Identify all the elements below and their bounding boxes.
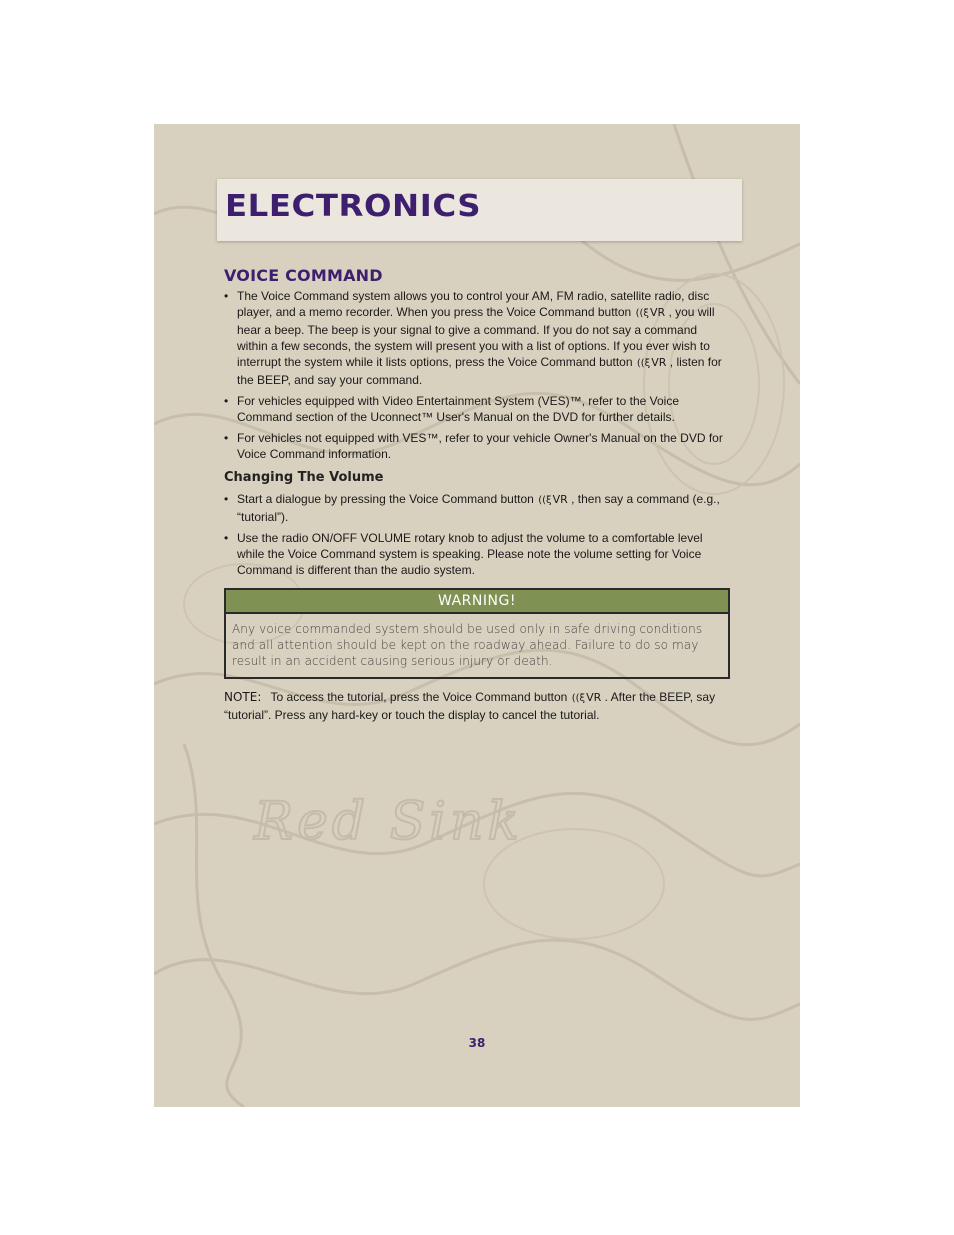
warning-box: [224, 588, 730, 679]
list-item: • Start a dialogue by pressing the Voice Command button ((ξVR , then say a command (e.g., “tutorial”).: [224, 491, 729, 525]
voice-recognition-icon: ((ξVR: [571, 691, 602, 704]
page-content: [224, 268, 729, 723]
page-title: ELECTRONICS: [225, 189, 482, 224]
warning-body: Any voice commanded system should be used only in safe driving conditions and all attention should be kept on the roadway ahead. Failure to do so may result in an accident causing serious injury or death.: [232, 622, 703, 668]
warning-title: WARNING!: [226, 590, 728, 614]
list-item: • The Voice Command system allows you to control your AM, FM radio, satellite radio, disc player, and a memo recorder. When you press the Voice Command button ((ξVR , you will hear a beep. The beep is your signal to give a command. If you do not say a command within a few seconds, the system will present you with a list of options. If you ever wish to interrupt the system while it lists options, press the Voice Command button ((ξVR , listen for the BEEP, and say your command.: [224, 288, 729, 388]
note-label: NOTE:: [224, 690, 262, 704]
page-number: 38: [468, 1036, 486, 1050]
voice-recognition-icon: ((ξVR: [538, 493, 568, 506]
section-heading-voice-command: VOICE COMMAND: [224, 266, 383, 285]
manual-page: [154, 124, 800, 1107]
watermark-text: Red Sink: [254, 792, 523, 852]
list-item: • For vehicles equipped with Video Entertainment System (VES)™, refer to the Voice Command section of the Uconnect™ User's Manual on the DVD for further details.: [224, 393, 729, 425]
note-paragraph: NOTE: To access the tutorial, press the Voice Command button ((ξVR . After the BEEP, say “tutorial”. Press any hard-key or touch the display to cancel the tutorial.: [224, 690, 716, 722]
voice-recognition-icon: ((ξVR: [635, 306, 666, 319]
title-banner: [217, 179, 742, 241]
list-item: • For vehicles not equipped with VES™, refer to your vehicle Owner's Manual on the DVD for Voice Command information.: [224, 430, 729, 462]
list-item: • Use the radio ON/OFF VOLUME rotary knob to adjust the volume to a comfortable level while the Voice Command system is speaking. Please note the volume setting for Voice Command is different than the audio system.: [224, 530, 729, 578]
sub-heading-changing-volume: Changing The Volume: [224, 470, 384, 485]
volume-bullets: [224, 491, 729, 578]
voice-command-bullets: [224, 288, 729, 462]
voice-recognition-icon: ((ξVR: [636, 356, 667, 369]
